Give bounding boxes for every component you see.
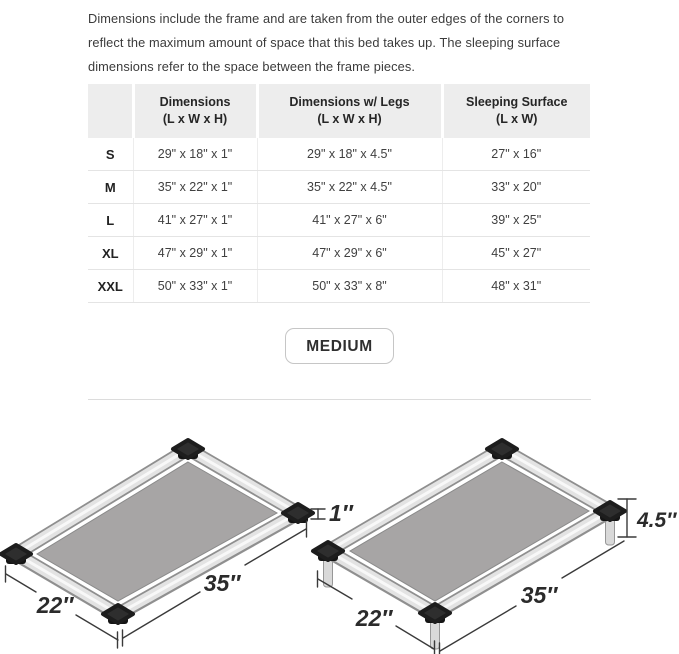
size-cell: M xyxy=(88,171,133,204)
dimensions-cell: 41" x 27" x 1" xyxy=(133,204,257,237)
flat-bed-width-label: 22″ xyxy=(36,592,74,618)
size-cell: XL xyxy=(88,237,133,270)
selected-size-button[interactable]: MEDIUM xyxy=(285,328,393,364)
header-cell-size xyxy=(88,84,133,138)
header-cell-dimensions-with-legs xyxy=(257,84,442,138)
size-cell: XXL xyxy=(88,270,133,303)
dimensions-cell: 35" x 22" x 1" xyxy=(133,171,257,204)
sleeping-surface-cell: 45" x 27" xyxy=(442,237,590,270)
table-row xyxy=(88,171,590,204)
dimensions-with-legs-cell: 50" x 33" x 8" xyxy=(257,270,442,303)
intro-text: Dimensions include the frame and are taken from the outer edges of the corners to reflect the maximum amount of space that this bed takes up. The sleeping surface dimensions refer to the space between the frame pieces. xyxy=(88,11,565,74)
flat-bed-length-label: 35″ xyxy=(203,570,241,596)
dimensions-cell: 50" x 33" x 1" xyxy=(133,270,257,303)
legs-bed-height-label: 4.5″ xyxy=(637,509,677,532)
header-cell-dimensions xyxy=(133,84,257,138)
size-cell: S xyxy=(88,138,133,171)
header-cell-sleeping-surface xyxy=(442,84,590,138)
legs-bed-length-label: 35″ xyxy=(520,582,558,608)
table-row xyxy=(88,237,590,270)
header-line: (L x W x H) xyxy=(317,112,382,126)
table-row xyxy=(88,204,590,237)
section-divider xyxy=(88,399,591,400)
bed-with-legs-illustration xyxy=(313,440,677,654)
header-line: Sleeping Surface xyxy=(466,95,568,109)
sleeping-surface-cell: 27" x 16" xyxy=(442,138,590,171)
size-dimensions-table xyxy=(88,84,590,303)
header-line: (L x W x H) xyxy=(162,112,228,126)
table-row xyxy=(88,138,590,171)
sleeping-surface-cell: 39" x 25" xyxy=(442,204,590,237)
dimensions-cell: 47" x 29" x 1" xyxy=(133,237,257,270)
size-cell: L xyxy=(88,204,133,237)
sleeping-surface-cell: 48" x 31" xyxy=(442,270,590,303)
header-line: Dimensions w/ Legs xyxy=(289,95,410,109)
legs-bed-height-dimension xyxy=(618,499,636,537)
dimensions-with-legs-cell: 47" x 29" x 6" xyxy=(257,237,442,270)
header-line: Dimensions xyxy=(159,95,231,109)
bed-flat-illustration xyxy=(1,440,354,648)
flat-bed-height-label: 1″ xyxy=(329,500,353,526)
dimensions-with-legs-cell: 35" x 22" x 4.5" xyxy=(257,171,442,204)
table-row xyxy=(88,270,590,303)
table-header-row xyxy=(88,84,590,138)
dimensions-with-legs-cell: 41" x 27" x 6" xyxy=(257,204,442,237)
bed-diagram xyxy=(0,431,679,654)
selected-size-row xyxy=(0,328,679,364)
header-line: (L x W) xyxy=(496,112,538,126)
dimensions-cell: 29" x 18" x 1" xyxy=(133,138,257,171)
legs-bed-width-label: 22″ xyxy=(355,605,393,631)
dimensions-with-legs-cell: 29" x 18" x 4.5" xyxy=(257,138,442,171)
sleeping-surface-cell: 33" x 20" xyxy=(442,171,590,204)
